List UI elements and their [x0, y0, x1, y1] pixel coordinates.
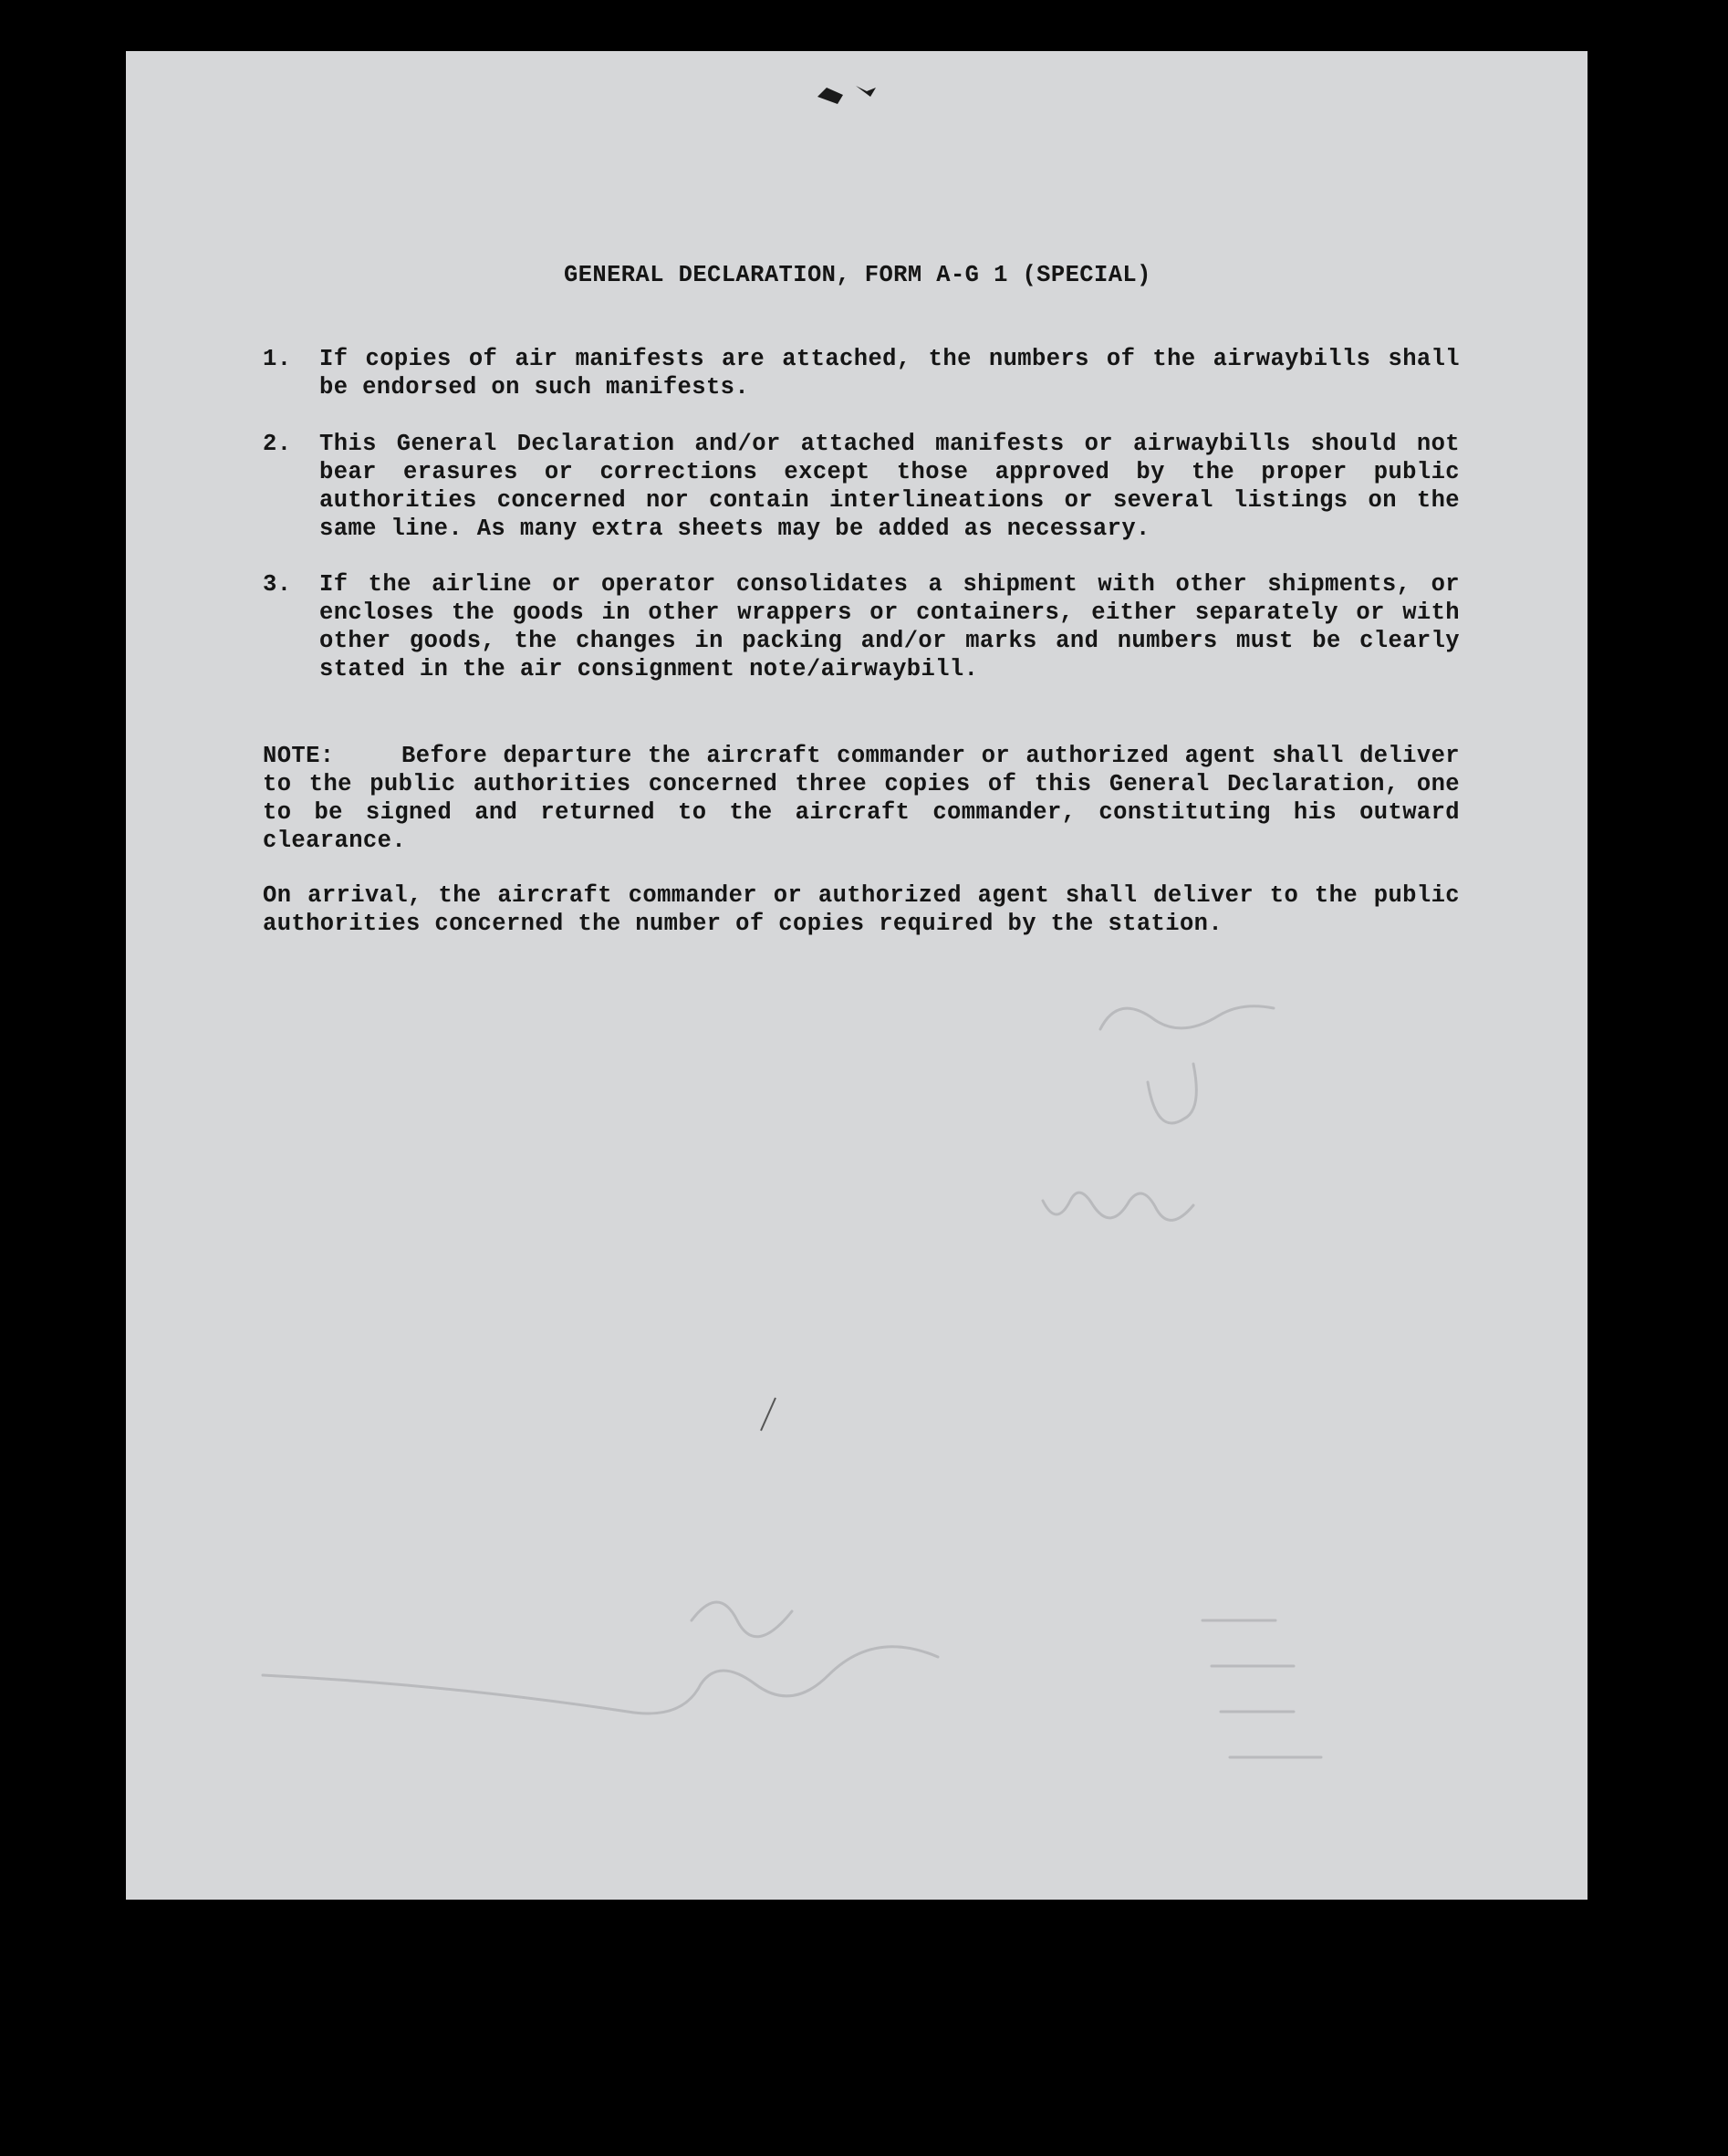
arrival-paragraph: On arrival, the aircraft commander or authorized agent shall deliver to the public authorities concerned the number of copies required by the station. — [263, 882, 1460, 937]
bleed-through-marks — [126, 51, 1587, 1900]
list-item — [263, 345, 1467, 401]
list-item — [263, 430, 1467, 543]
paper-sheet — [126, 51, 1587, 1900]
item-text: If the airline or operator consolidates a shipment with other shipments, or encloses the goods in other wrappers or containers, either separately or with other goods, the changes in packing and/or marks and numbers must be clearly stated in the air consignment note/airwaybill. — [319, 571, 1460, 682]
note-label: NOTE: — [263, 743, 335, 769]
list-item — [263, 570, 1467, 683]
item-number: 2. — [263, 431, 292, 457]
note-paragraph — [263, 742, 1460, 855]
item-number: 3. — [263, 571, 292, 598]
item-text: If copies of air manifests are attached, the numbers of the airwaybills shall be endorsed on such manifests. — [319, 346, 1460, 401]
note-text: Before departure the aircraft commander or authorized agent shall deliver to the public authorities concerned three copies of this General Declaration, one to be signed and returned to the aircraft commander, constituting his outward clearance. — [263, 743, 1460, 854]
item-number: 1. — [263, 346, 292, 372]
item-text: This General Declaration and/or attached manifests or airwaybills should not bear erasures or corrections except those approved by the proper public authorities concerned nor contain interlineations or several listings on the same line. As many extra sheets may be added as necessary. — [319, 431, 1460, 542]
page-title: GENERAL DECLARATION, FORM A-G 1 (SPECIAL) — [564, 262, 1151, 288]
